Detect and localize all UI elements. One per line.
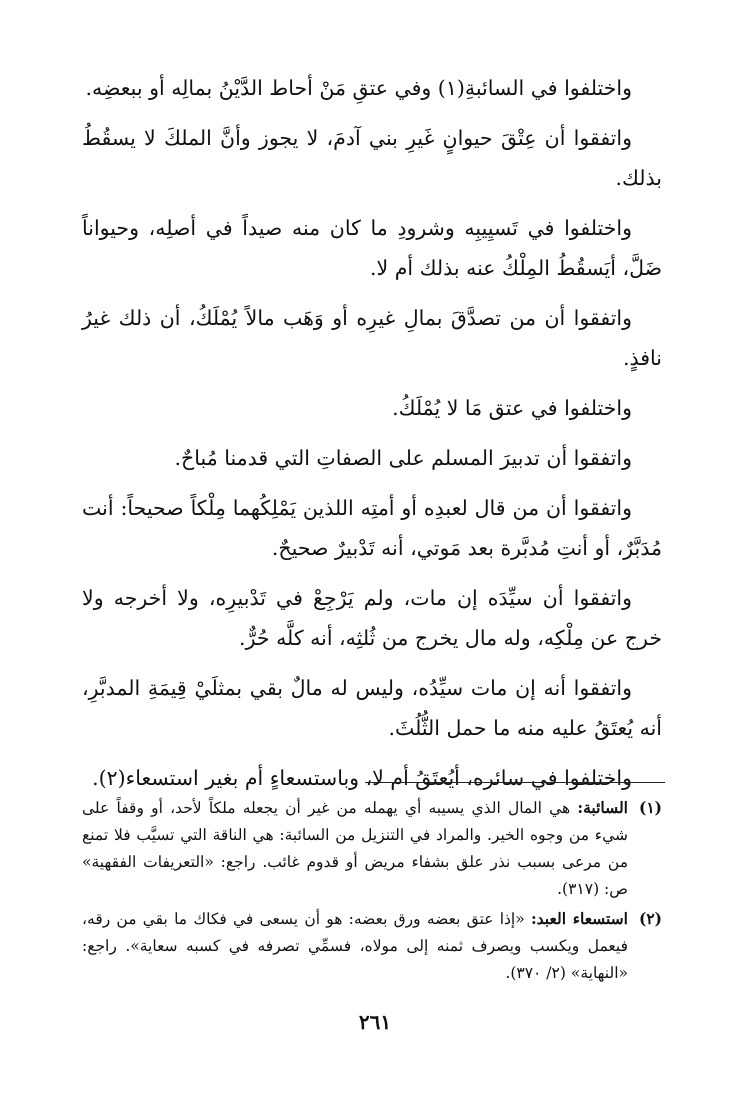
paragraph (82, 68, 662, 108)
paragraph (82, 758, 662, 798)
footnote-term: السائبة: (577, 798, 628, 817)
footnote (82, 905, 662, 987)
footnote-body (82, 905, 628, 987)
paragraph-text: واتفقوا أن تدبيرَ المسلم على الصفاتِ التي قدمنا مُباحٌ. (174, 446, 632, 470)
paragraph (82, 118, 662, 198)
paragraph-text: واختلفوا في سائره، أيُعتَقُ أم لا، وباستسعاءٍ أم بغير استسعاء(٢). (92, 766, 632, 790)
footnote (82, 794, 662, 903)
paragraph (82, 208, 662, 288)
footnote-number: (١) (638, 798, 662, 817)
paragraph-text: واتفقوا أن من تصدَّقَ بمالِ غيرِه أو وَهَب مالاً يُمْلَكُ، أن ذلك غيرُ نافذٍ. (82, 306, 662, 370)
paragraph (82, 578, 662, 658)
paragraph (82, 488, 662, 568)
paragraph (82, 388, 662, 428)
footnotes (82, 794, 662, 989)
footnote-number: (٢) (638, 909, 662, 928)
paragraph (82, 438, 662, 478)
paragraph (82, 298, 662, 378)
paragraph-text: واختلفوا في عتق مَا لا يُمْلَكُ. (392, 396, 632, 420)
footnote-body (82, 794, 628, 903)
footnote-term: استسعاء العبد: (530, 909, 628, 928)
paragraph-text: واتفقوا أن عِتْقَ حيوانٍ غَيرِ بني آدمَ، لا يجوز وأنَّ الملكَ لا يسقُطُ بذلك. (82, 126, 662, 190)
main-text (82, 68, 662, 798)
footnote-text: «إذا عتق بعضه ورق بعضه: هو أن يسعى في فكاك ما بقي من رقه، فيعمل ويكسب ويصرف ثمنه إلى مولاه، فسمِّي تصرفه في كسبه سعاية». راجع: «النهاية» (٢/ ٣٧٠). (82, 910, 628, 982)
paragraph-text: واختلفوا في السائبةِ(١) وفي عتقِ مَنْ أحاط الدَّيْنُ بمالِه أو ببعضِه. (85, 76, 632, 100)
footnote-separator (365, 782, 665, 783)
paragraph-text: واتفقوا أن سيِّدَه إن مات، ولم يَرْجِعْ في تَدْبيرِه، ولا أخرجه ولا خرج عن مِلْكِه، وله مال يخرج من ثُلثِه، أنه كلَّه حُرٌّ. (82, 586, 662, 650)
paragraph-text: واتفقوا أنه إن مات سيِّدُه، وليس له مالٌ بقي بمثلَيْ قِيمَةِ المدبَّرِ، أنه يُعتَقُ عليه منه ما حمل الثُّلُثَ. (82, 676, 662, 740)
paragraph (82, 668, 662, 748)
paragraph-text: واختلفوا في تَسيِيبِه وشرودِ ما كان منه صيداً في أصلِه، وحيواناً ضَلَّ، أيَسقُطُ المِلْكُ عنه بذلك أم لا. (82, 216, 662, 280)
paragraph-text: واتفقوا أن من قال لعبدِه أو أمتِه اللذين يَمْلِكُهما مِلْكاً صحيحاً: أنت مُدَبَّرٌ، أو أنتِ مُدبَّرة بعد مَوتي، أنه تَدْبيرٌ صحيحٌ. (82, 496, 662, 560)
page-number: ٢٦١ (358, 1010, 392, 1034)
footnote-text: هي المال الذي يسيبه أي يهمله من غير أن يجعله ملكاً لأحد، أو وقفاً على شيء من وجوه الخير. والمراد في التنزيل من السائبة: هي الناقة التي تسيَّب فلا تمنع من مرعى بسبب نذر علق بشفاء مريض أو قدوم غائب. راجع: «التعريفات الفقهية» ص: (٣١٧). (82, 799, 628, 898)
